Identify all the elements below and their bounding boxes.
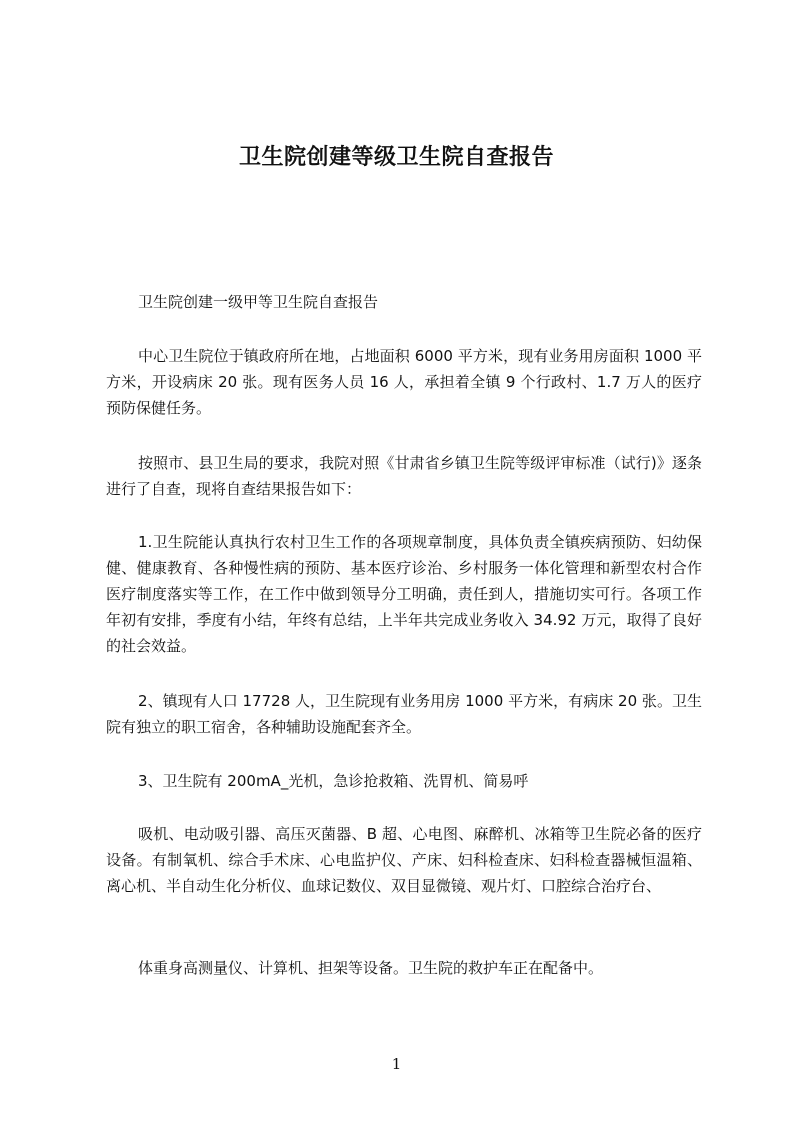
item-2-paragraph: 2、镇现有人口 17728 人，卫生院现有业务用房 1000 平方米，有病床 20 张。卫生院有独立的职工宿舍，各种辅助设施配套齐全。 <box>106 692 702 736</box>
item-3-paragraph: 3、卫生院有 200mA_光机，急诊抢救箱、洗胃机、简易呼 <box>138 772 529 790</box>
report-subtitle-paragraph: 卫生院创建一级甲等卫生院自查报告 <box>138 293 379 311</box>
document-title: 卫生院创建等级卫生院自查报告 <box>238 145 554 170</box>
self-check-basis-paragraph: 按照市、县卫生局的要求，我院对照《甘肃省乡镇卫生院等级评审标准（试行)》逐条进行了自查，现将自查结果报告如下： <box>106 454 702 498</box>
overview-paragraph: 中心卫生院位于镇政府所在地，占地面积 6000 平方米，现有业务用房面积 1000 平方米，开设病床 20 张。现有医务人员 16 人，承担着全镇 9 个行政村、1.7 万人的医疗预防保健任务。 <box>106 347 702 417</box>
equipment-closing-paragraph: 体重身高测量仪、计算机、担架等设备。卫生院的救护车正在配备中。 <box>138 959 604 977</box>
page-number: 1 <box>391 1055 402 1073</box>
equipment-list-paragraph: 吸机、电动吸引器、高压灭菌器、B 超、心电图、麻醉机、冰箱等卫生院必备的医疗设备。有制氧机、综合手术床、心电监护仪、产床、妇科检查床、妇科检查器械恒温箱、离心机、半自动生化分析仪、血球记数仪、双目显微镜、观片灯、口腔综合治疗台、 <box>106 825 702 895</box>
item-1-paragraph: 1.卫生院能认真执行农村卫生工作的各项规章制度，具体负责全镇疾病预防、妇幼保健、健康教育、各种慢性病的预防、基本医疗诊治、乡村服务一体化管理和新型农村合作医疗制度落实等工作，在工作中做到领导分工明确，责任到人，措施切实可行。各项工作年初有安排，季度有小结，年终有总结，上半年共完成业务收入 34.92 万元，取得了良好的社会效益。 <box>106 533 702 655</box>
